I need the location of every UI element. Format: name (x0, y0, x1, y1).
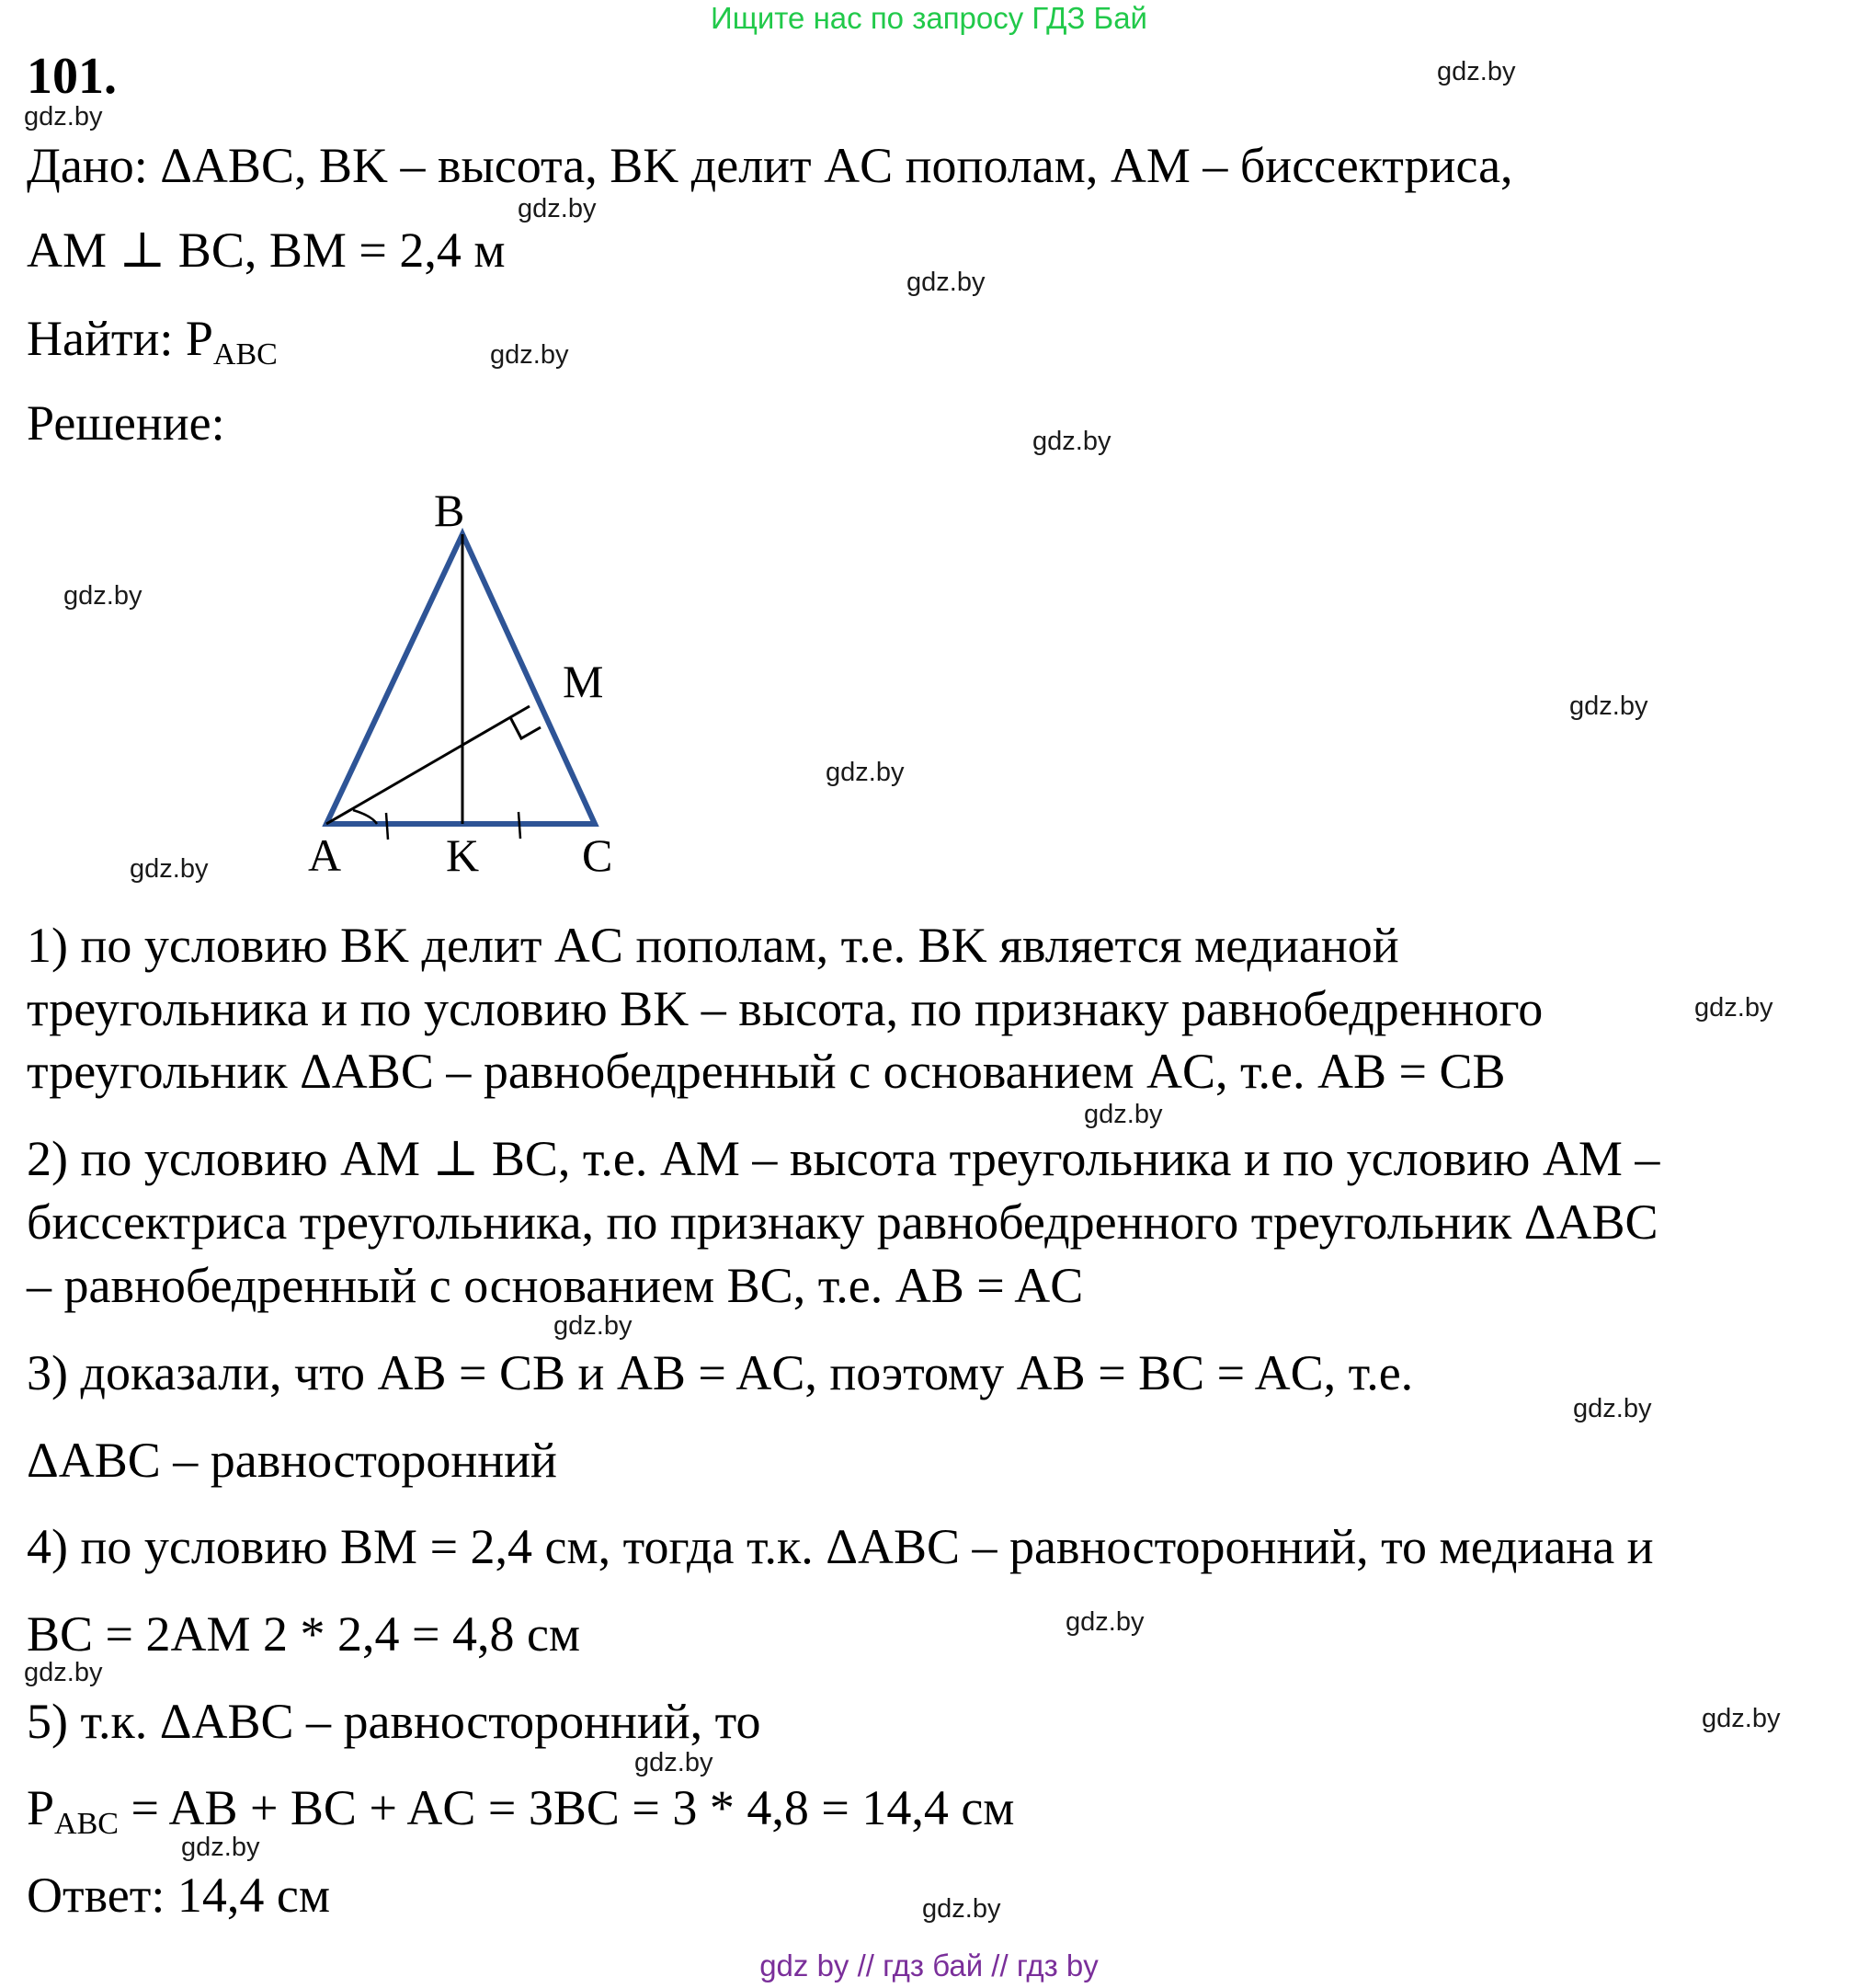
step-5-line-2 (27, 1778, 1014, 1845)
given-line-1: Дано: ΔABC, BK – высота, BK делит AC пополам, AM – биссектриса, (27, 138, 1513, 193)
top-banner[interactable]: Ищите нас по запросу ГДЗ Бай (711, 1, 1147, 35)
watermark: gdz.by (63, 581, 142, 611)
watermark: gdz.by (181, 1833, 260, 1862)
watermark: gdz.by (518, 194, 597, 223)
watermark: gdz.by (1702, 1704, 1781, 1733)
problem-number: 101. (27, 48, 117, 105)
find-line (27, 309, 278, 375)
watermark: gdz.by (634, 1748, 713, 1777)
vertex-label-c: C (582, 829, 613, 881)
watermark: gdz.by (490, 340, 569, 370)
watermark: gdz.by (826, 758, 905, 787)
step-4-line-1: 4) по условию BM = 2,4 см, тогда т.к. ΔABC – равносторонний, то медиана и (27, 1519, 1654, 1574)
given-line-2: AM ⊥ BC, BM = 2,4 м (27, 223, 506, 278)
triangle-abc (326, 534, 595, 824)
vertex-label-b: B (434, 485, 465, 536)
vertex-label-m: M (563, 656, 604, 707)
watermark: gdz.by (922, 1894, 1001, 1924)
vertex-label-k: K (446, 829, 480, 881)
watermark: gdz.by (1573, 1394, 1652, 1423)
watermark: gdz.by (130, 854, 209, 884)
tick-ak (386, 813, 388, 840)
step-2-line-3: – равнобедренный с основанием BC, т.е. AB = AC (27, 1258, 1084, 1313)
step-2-line-2: биссектриса треугольника, по признаку равнобедренного треугольник ΔABC (27, 1194, 1659, 1250)
watermark: gdz.by (24, 102, 103, 131)
vertex-label-a: A (308, 829, 342, 881)
triangle-figure (276, 474, 662, 897)
footer-links[interactable]: gdz by // гдз бай // гдз by (759, 1948, 1099, 1982)
answer-line: Ответ: 14,4 см (27, 1868, 330, 1923)
step-1-line-2: треугольника и по условию BK – высота, по признаку равнобедренного (27, 981, 1544, 1036)
solution-label: Решение: (27, 395, 225, 451)
step-3-line-2: ΔABC – равносторонний (27, 1433, 557, 1488)
watermark: gdz.by (1032, 427, 1111, 456)
watermark: gdz.by (1437, 57, 1516, 86)
step-3-line-1: 3) доказали, что AB = CB и AB = AC, поэтому AB = BC = AC, т.е. (27, 1345, 1414, 1400)
step-1-line-3: треугольник ΔABC – равнобедренный с основанием AC, т.е. AB = CB (27, 1044, 1506, 1099)
watermark: gdz.by (1569, 691, 1648, 721)
watermark: gdz.by (24, 1658, 103, 1687)
watermark: gdz.by (906, 268, 986, 297)
watermark: gdz.by (553, 1311, 633, 1341)
perimeter-formula: = AB + BC + AC = 3BC = 3 * 4,8 = 14,4 см (118, 1780, 1015, 1835)
right-angle-mark (510, 717, 541, 738)
tick-kc (519, 812, 520, 839)
find-prefix: Найти: P (27, 311, 213, 366)
find-subscript: ABC (212, 337, 278, 371)
step-2-line-1: 2) по условию AM ⊥ BC, т.е. AM – высота треугольника и по условию AM – (27, 1131, 1660, 1186)
watermark: gdz.by (1084, 1100, 1163, 1129)
watermark: gdz.by (1066, 1607, 1145, 1637)
perimeter-symbol: P (27, 1780, 55, 1835)
step-1-line-1: 1) по условию BK делит AC пополам, т.е. BK является медианой (27, 918, 1399, 973)
step-5-line-1: 5) т.к. ΔABC – равносторонний, то (27, 1694, 761, 1749)
watermark: gdz.by (1694, 993, 1773, 1023)
perimeter-subscript: ABC (54, 1807, 119, 1841)
step-4-line-2: BC = 2AM 2 * 2,4 = 4,8 см (27, 1606, 581, 1662)
